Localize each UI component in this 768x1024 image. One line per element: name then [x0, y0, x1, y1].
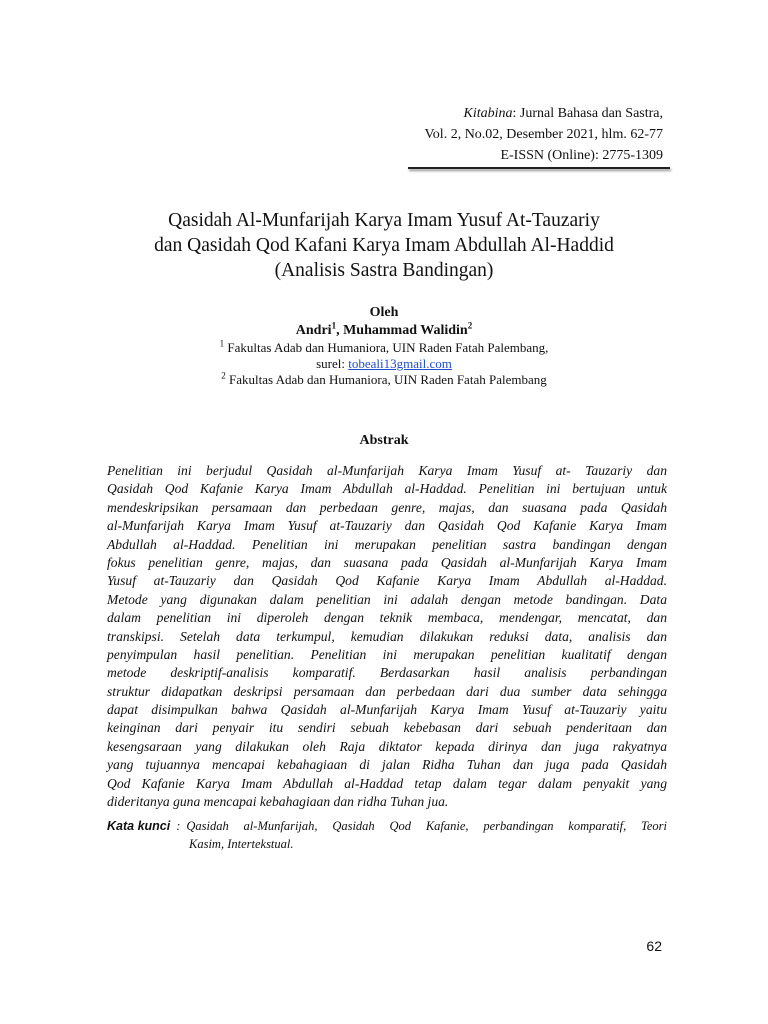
- abstract-line: Metode yang digunakan dalam penelitian ini adalah dengan metode bandingan. Data: [107, 591, 667, 607]
- keywords-block: [107, 818, 667, 853]
- journal-title-line: [425, 103, 664, 124]
- abstract-heading: Abstrak: [359, 433, 409, 448]
- affiliation-1: [100, 340, 668, 356]
- affiliation-1-text: Fakultas Adab dan Humaniora, UIN Raden Fatah Palembang,: [224, 340, 549, 355]
- abstract-body: [107, 462, 667, 811]
- abstract-line: penyimpulan hasil penelitian. Penelitian ini merupakan penelitian kualitatif dengan: [107, 646, 667, 662]
- volume-line: Vol. 2, No.02, Desember 2021, hlm. 62-77: [424, 127, 663, 142]
- abstract-line: fokus penelitian genre, majas, dan suasana pada Qasidah al-Munfarijah Karya Imam: [107, 554, 667, 570]
- issn-line: E-ISSN (Online): 2775-1309: [500, 148, 663, 163]
- email-link[interactable]: tobeali13gmail.com: [348, 356, 452, 371]
- abstract-line: keinginan dari penyair itu sendiri sebuah kebebasan dari sebuah penderitaan dan: [107, 720, 667, 736]
- oleh-label: Oleh: [369, 305, 399, 320]
- keywords-label-group: [107, 818, 180, 836]
- abstract-line: mendeskripsikan persamaan dan perbedaan genre, majas, dan suasana pada Qasidah: [107, 499, 667, 515]
- abstract-line: Abdullah al-Haddad. Penelitian ini merupakan penelitian sastra bandingan dengan: [107, 536, 667, 552]
- title-line-3: (Analisis Sastra Bandingan): [274, 260, 494, 281]
- abstract-line: dideritanya guna mencapai kebahagiaan dan ridha Tuhan jua.: [107, 794, 449, 810]
- abstract-line: Penelitian ini berjudul Qasidah al-Munfarijah Karya Imam Yusuf at- Tauzariy dan: [107, 463, 667, 478]
- abstract-line: dapat disimpulkan bahwa Qasidah al-Munfarijah Karya Imam Yusuf at-Tauzariy yaitu: [107, 702, 667, 718]
- affiliation-2-text: Fakultas Adab dan Humaniora, UIN Raden Fatah Palembang: [225, 372, 547, 387]
- abstract-line: kesengsaraan yang dilakukan oleh Raja diktator kepada dirinya dan juga rakyatnya: [107, 738, 667, 754]
- keywords-line-2: Kasim, Intertekstual.: [189, 836, 294, 851]
- title-line-1: Qasidah Al-Munfarijah Karya Imam Yusuf At-Tauzariy: [168, 210, 600, 231]
- affiliation-2-sup: 2: [221, 370, 226, 381]
- affiliation-2: [100, 372, 668, 388]
- journal-name: Kitabina: [463, 106, 513, 121]
- header-divider: [408, 167, 670, 169]
- author-block: [100, 304, 668, 388]
- title-line-2: dan Qasidah Qod Kafani Karya Imam Abdullah Al-Haddid: [154, 235, 614, 256]
- keywords-colon: :: [176, 819, 181, 833]
- author-2-sup: 2: [467, 320, 473, 331]
- affiliation-1-sup: 1: [219, 338, 225, 349]
- paper-title: [100, 208, 668, 283]
- email-line: [100, 356, 668, 372]
- abstract-line: Qod Kafanie Karya Imam Abdullah al-Haddad tetap dalam tegar dalam penyakit yang: [107, 775, 667, 791]
- page-number: 62: [646, 938, 662, 954]
- abstract-line: yang tujuannya mencapai kebahagiaan di jalan Ridha Tuhan dan juga pada Qasidah: [107, 757, 667, 773]
- abstract-line: struktur didapatkan deskripsi persamaan dan perbedaan dari dua sumber data sehingga: [107, 683, 667, 699]
- author-names: [100, 322, 668, 340]
- abstract-line: metode deskriptif-analisis komparatif. Berdasarkan hasil analisis perbandingan: [107, 665, 667, 681]
- keywords-row-1: [107, 818, 667, 836]
- keywords-line-1: Qasidah al-Munfarijah, Qasidah Qod Kafanie, perbandingan komparatif, Teori: [186, 819, 667, 833]
- abstract-line: Qasidah Qod Kafanie Karya Imam Abdullah al-Haddad. Penelitian ini bertujuan untuk: [107, 481, 667, 497]
- email-label: surel:: [316, 356, 349, 371]
- abstract-line: transkipsi. Setelah data terkumpul, kemudian dilakukan reduksi data, analisis dan: [107, 628, 667, 644]
- author-1-sup: 1: [331, 320, 337, 331]
- author-2: Muhammad Walidin: [343, 323, 468, 338]
- author-separator: ,: [336, 323, 344, 338]
- journal-subtitle: : Jurnal Bahasa dan Sastra,: [512, 106, 663, 121]
- abstract-line: dalam penelitian ini diperoleh dengan teknik membaca, mendengar, mencatat, dan: [107, 610, 667, 626]
- keywords-label: Kata kunci: [107, 819, 171, 833]
- abstract-line: al-Munfarijah Karya Imam Yusuf at-Tauzariy dan Qasidah Qod Kafanie Karya Imam: [107, 518, 667, 534]
- abstract-line: Yusuf at-Tauzariy dan Qasidah Qod Kafanie Karya Imam Abdullah al-Haddad.: [107, 573, 667, 589]
- author-1: Andri: [295, 323, 332, 338]
- journal-header: [425, 103, 664, 166]
